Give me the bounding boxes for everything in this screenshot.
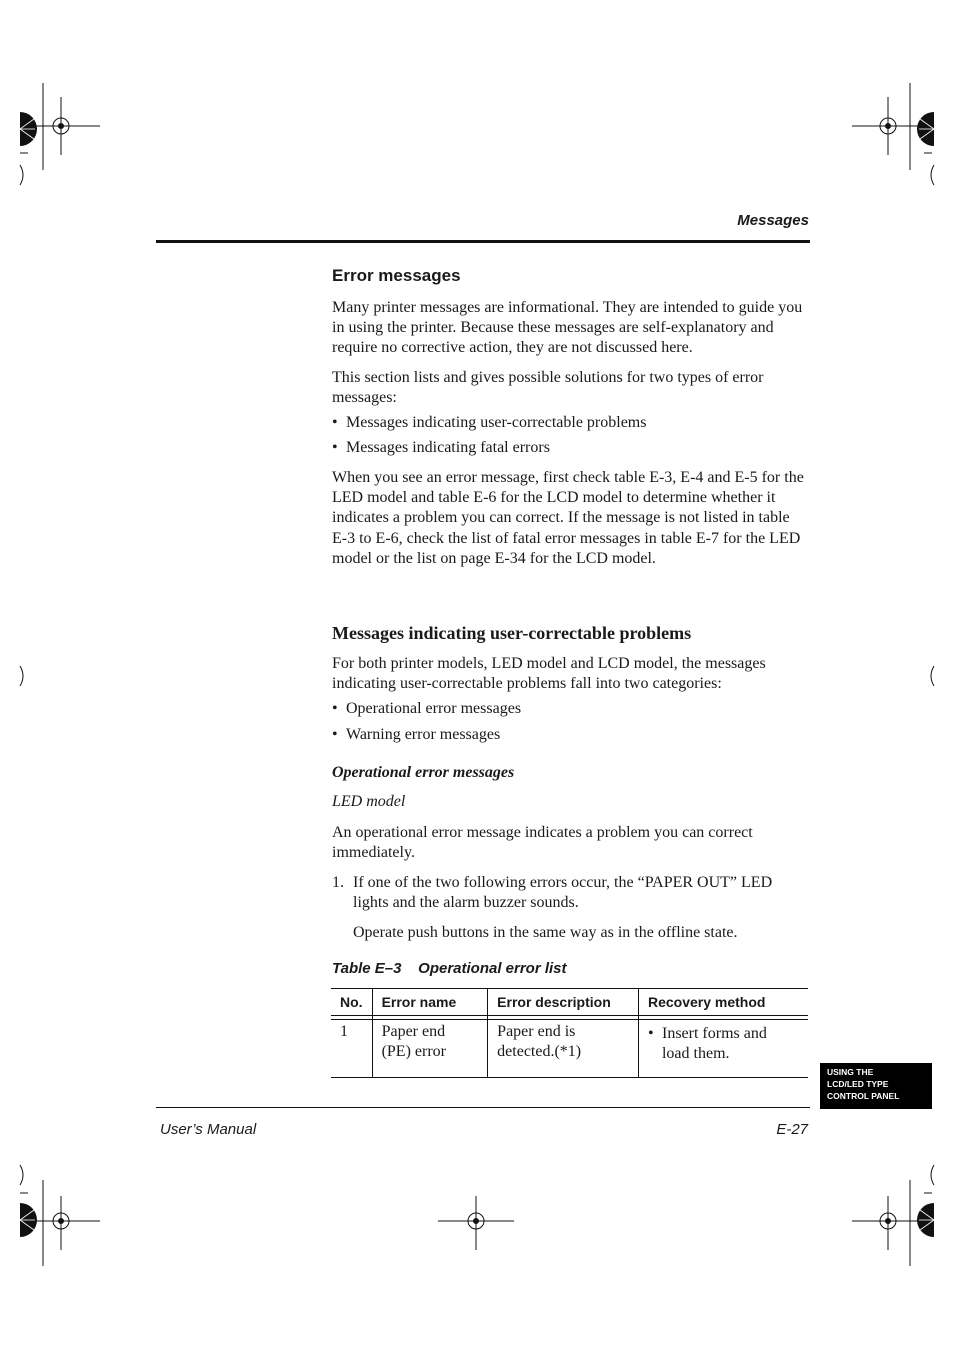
numbered-item <box>332 873 808 913</box>
bullet-text: Messages indicating user-correctable problems <box>346 414 647 431</box>
table-header-row <box>331 989 808 1016</box>
column-header: Recovery method <box>638 989 808 1016</box>
section-heading-error-messages: Error messages <box>332 266 461 285</box>
column-header: Error name <box>372 989 488 1016</box>
item-number: 1. <box>332 874 344 891</box>
bullet-text: Operational error messages <box>346 700 522 717</box>
paragraph: For both printer models, LED model and LCD model, the messages indicating user-correctable problems fall into two categories: <box>332 655 766 693</box>
footer-manual-title: User’s Manual <box>160 1121 257 1138</box>
item-note: Operate push buttons in the same way as in the offline state. <box>353 924 738 941</box>
cell-no: 1 <box>331 1020 372 1078</box>
paragraph: Many printer messages are informational. They are intended to guide you in using the printer. Because these messages are self-explanatory and require no corrective action, they are not discussed here. <box>332 299 803 357</box>
column-header: Error description <box>488 989 639 1016</box>
bullet-item: • Operational error messages <box>332 700 522 717</box>
table-row <box>331 1020 808 1078</box>
footer-rule <box>156 1107 810 1108</box>
cell-error-description: Paper end is detected.(*1) <box>488 1020 639 1078</box>
bullet-text: Warning error messages <box>346 726 501 743</box>
operational-error-table <box>331 988 808 1078</box>
paragraph: An operational error message indicates a problem you can correct immediately. <box>332 824 753 862</box>
model-label: LED model <box>332 793 406 810</box>
section-heading-user-correctable: Messages indicating user-correctable problems <box>332 623 692 643</box>
paragraph: When you see an error message, first check table E-3, E-4 and E-5 for the LED model and table E-6 for the LCD model to determine whether it indicates a problem you can correct. If the message is not listed in table E-3 to E-6, check the list of fatal error messages in table E-7 for the LED model or the list on page E-34 for the LCD model. <box>332 469 804 567</box>
recovery-text: Insert forms and load them. <box>661 1025 767 1062</box>
running-head: Messages <box>737 212 809 229</box>
side-tab-line: USING THE <box>827 1067 874 1077</box>
column-header: No. <box>331 989 372 1016</box>
side-tab-line: LCD/LED TYPE <box>827 1079 889 1089</box>
header-rule <box>156 240 810 243</box>
side-tab-line: CONTROL PANEL <box>827 1091 900 1101</box>
subheading-operational-errors: Operational error messages <box>332 764 515 781</box>
chapter-side-tab <box>820 1063 932 1109</box>
cell-recovery-method: • Insert forms and load them. <box>638 1020 808 1078</box>
cell-error-name: Paper end (PE) error <box>372 1020 488 1078</box>
bullet-item: • Warning error messages <box>332 726 501 743</box>
item-text: If one of the two following errors occur, the “PAPER OUT” LED lights and the alarm buzzer sounds. <box>353 874 773 912</box>
bullet-item: • Messages indicating user-correctable problems <box>332 414 647 431</box>
bullet-item: • Messages indicating fatal errors <box>332 439 550 456</box>
paragraph: This section lists and gives possible solutions for two types of error messages: <box>332 369 764 407</box>
table-caption: Table E–3 Operational error list <box>332 960 567 977</box>
page-number: E-27 <box>776 1121 808 1138</box>
bullet-text: Messages indicating fatal errors <box>346 439 550 456</box>
